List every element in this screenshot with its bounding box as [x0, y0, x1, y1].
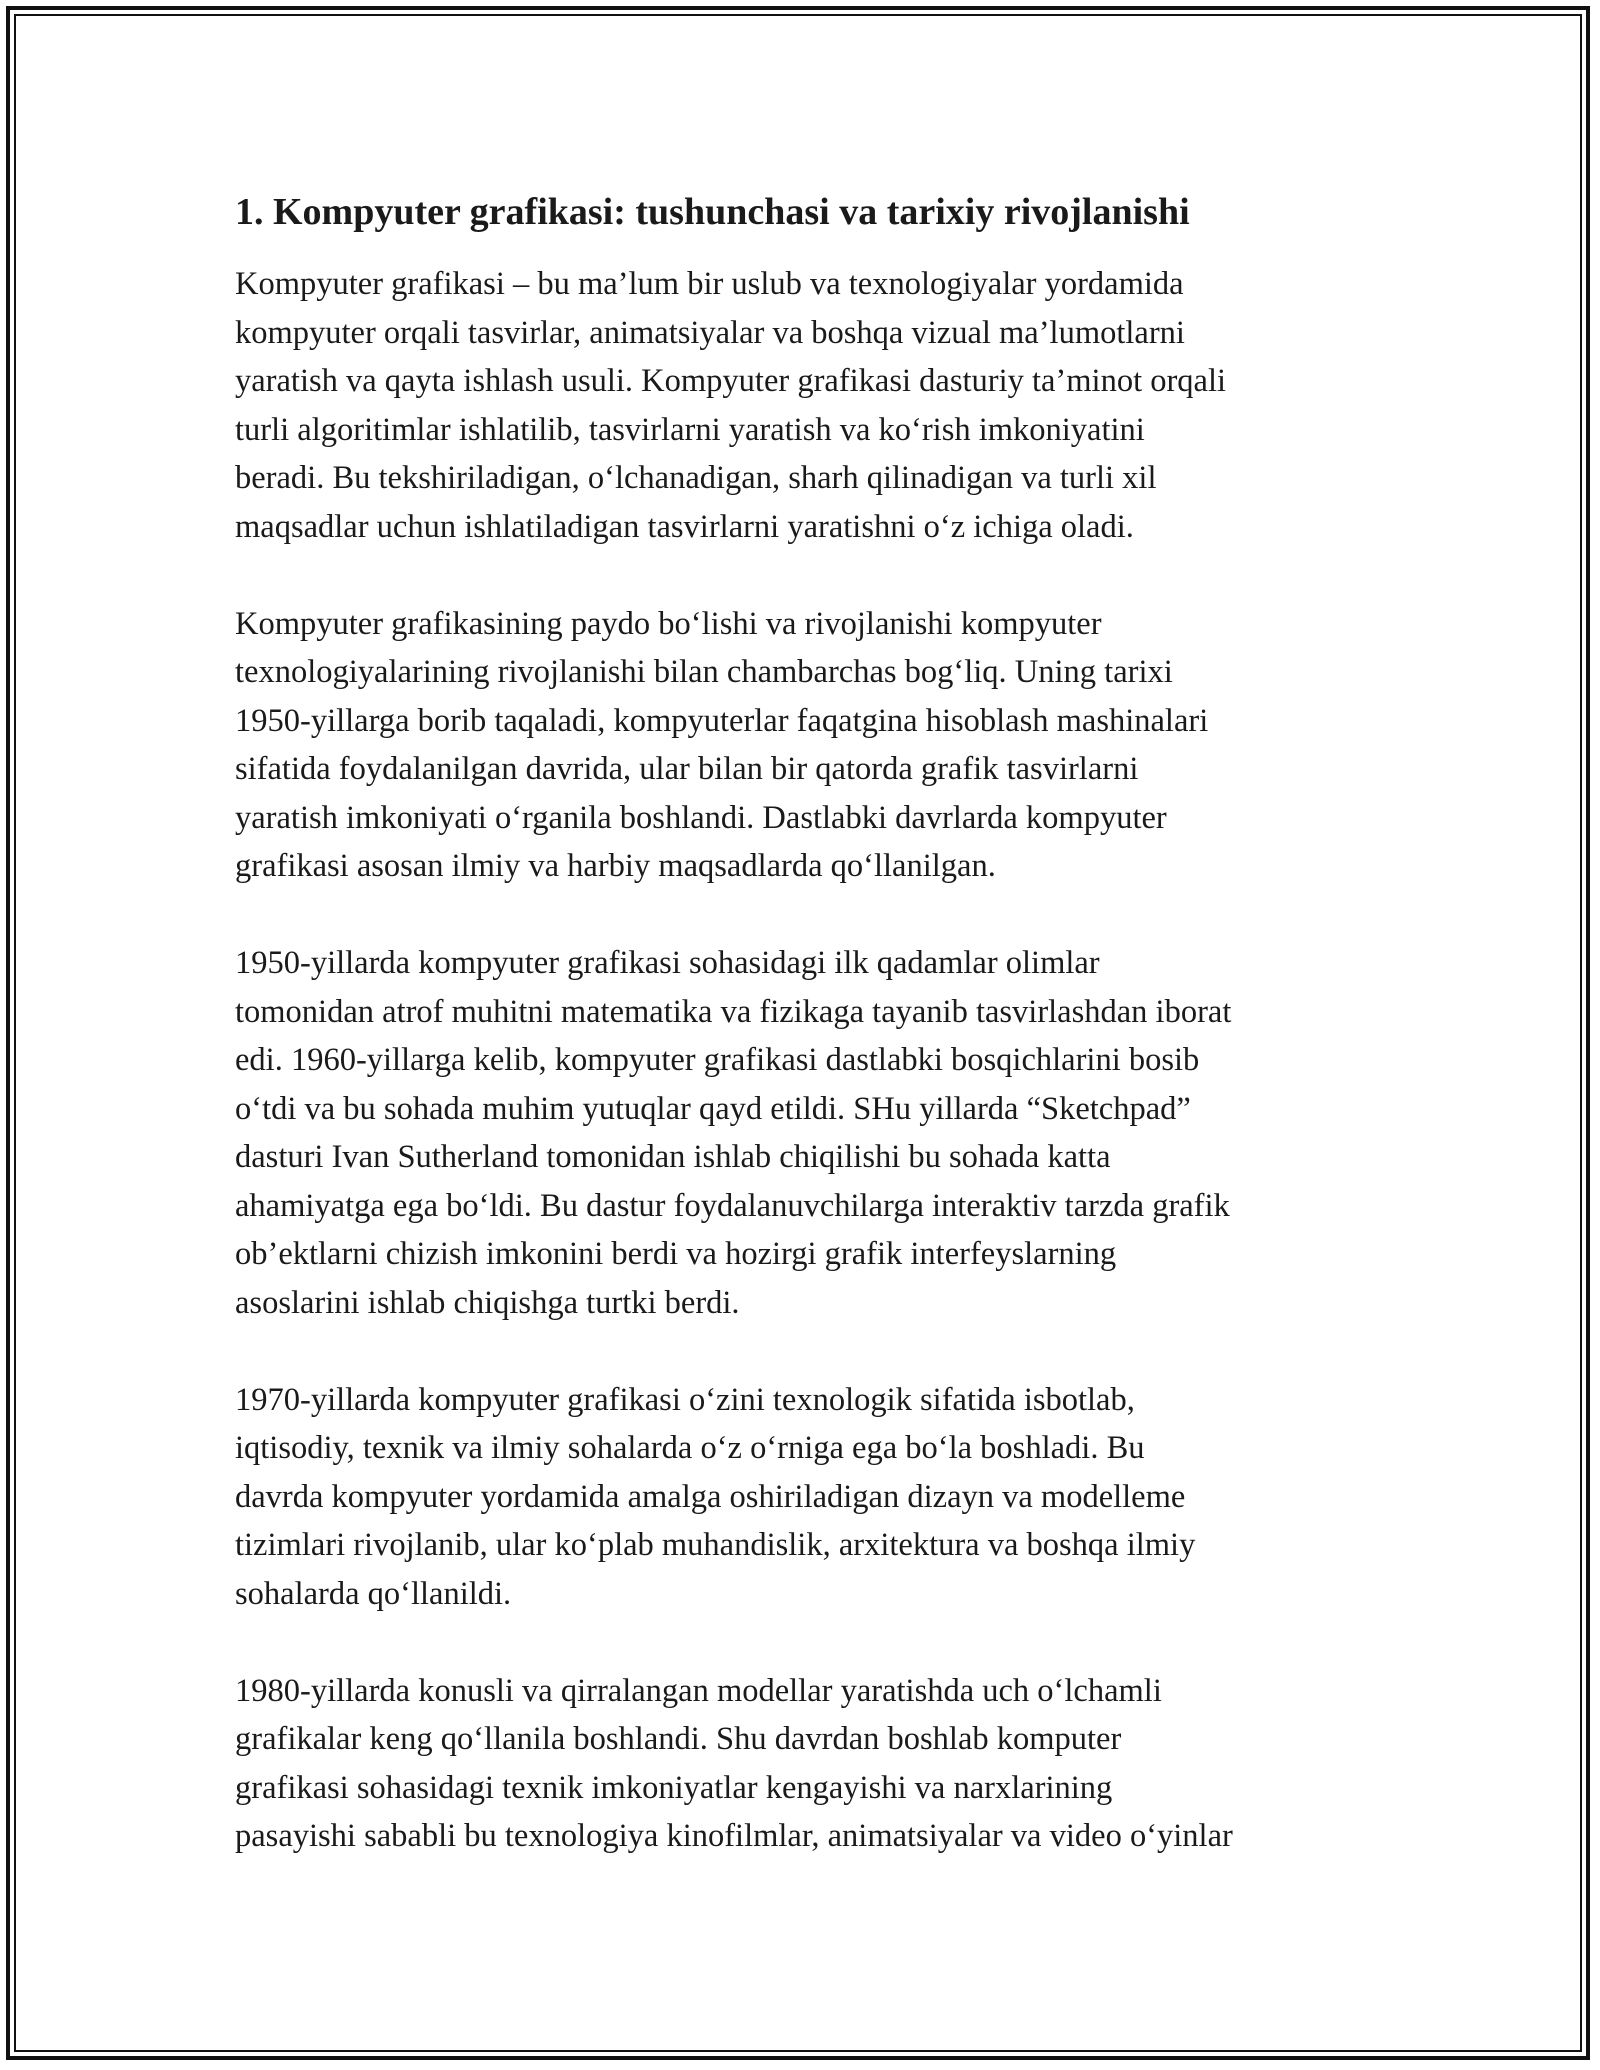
document-body: [235, 188, 1365, 1861]
text-line: yaratish imkoniyati o‘rganila boshlandi. Dastlabki davrlarda kompyuter: [235, 799, 1167, 836]
paragraph-1: [235, 260, 1365, 551]
paragraph-spacer: [235, 1618, 1365, 1667]
text-line: turli algoritimlar ishlatilib, tasvirlarni yaratish va ko‘rish imkoniyatini: [235, 411, 1145, 448]
text-line: o‘tdi va bu sohada muhim yutuqlar qayd etildi. SHu yillarda “Sketchpad”: [235, 1090, 1191, 1127]
paragraph-5: [235, 1667, 1365, 1861]
paragraph-spacer: [235, 1327, 1365, 1376]
paragraph-spacer: [235, 551, 1365, 600]
text-line: 1950-yillarda kompyuter grafikasi sohasidagi ilk qadamlar olimlar: [235, 945, 1100, 981]
text-line: grafikasi sohasidagi texnik imkoniyatlar kengayishi va narxlarining: [235, 1769, 1113, 1806]
text-line: edi. 1960-yillarga kelib, kompyuter grafikasi dastlabki bosqichlarini bosib: [235, 1042, 1200, 1078]
text-line: Kompyuter grafikasining paydo bo‘lishi va rivojlanishi kompyuter: [235, 605, 1102, 642]
text-line: asoslarini ishlab chiqishga turtki berdi.: [235, 1284, 740, 1321]
text-line: maqsadlar uchun ishlatiladigan tasvirlarni yaratishni o‘z ichiga oladi.: [235, 508, 1134, 545]
paragraph-3: [235, 939, 1365, 1327]
text-line: sohalarda qo‘llanildi.: [235, 1575, 512, 1612]
text-line: iqtisodiy, texnik va ilmiy sohalarda o‘z o‘rniga ega bo‘la boshladi. Bu: [235, 1430, 1145, 1466]
text-line: ahamiyatga ega bo‘ldi. Bu dastur foydalanuvchilarga interaktiv tarzda grafik: [235, 1187, 1230, 1224]
paragraph-4: [235, 1376, 1365, 1619]
text-line: texnologiyalarining rivojlanishi bilan chambarchas bog‘liq. Uning tarixi: [235, 654, 1173, 690]
text-line: 1950-yillarga borib taqaladi, kompyuterlar faqatgina hisoblash mashinalari: [235, 702, 1209, 739]
text-line: davrda kompyuter yordamida amalga oshiriladigan dizayn va modelleme: [235, 1478, 1186, 1515]
text-line: 1970-yillarda kompyuter grafikasi o‘zini texnologik sifatida isbotlab,: [235, 1381, 1135, 1418]
paragraph-spacer: [235, 891, 1365, 940]
text-line: 1980-yillarda konusli va qirralangan modellar yaratishda uch o‘lchamli: [235, 1672, 1162, 1709]
section-heading: 1. Kompyuter grafikasi: tushunchasi va tarixiy rivojlanishi: [235, 191, 1190, 233]
text-line: tomonidan atrof muhitni matematika va fizikaga tayanib tasvirlashdan iborat: [235, 993, 1232, 1030]
text-line: sifatida foydalanilgan davrida, ular bilan bir qatorda grafik tasvirlarni: [235, 751, 1139, 787]
text-line: beradi. Bu tekshiriladigan, o‘lchanadigan, sharh qilinadigan va turli xil: [235, 460, 1157, 496]
text-line: kompyuter orqali tasvirlar, animatsiyalar va boshqa vizual ma’lumotlarni: [235, 314, 1185, 351]
text-line: yaratish va qayta ishlash usuli. Kompyuter grafikasi dasturiy ta’minot orqali: [235, 363, 1227, 399]
paragraph-2: [235, 600, 1365, 891]
text-line: pasayishi sababli bu texnologiya kinofilmlar, animatsiyalar va video o‘yinlar: [235, 1818, 1233, 1854]
text-line: tizimlari rivojlanib, ular ko‘plab muhandislik, arxitektura va boshqa ilmiy: [235, 1527, 1196, 1563]
text-line: grafikasi asosan ilmiy va harbiy maqsadlarda qo‘llanilgan.: [235, 848, 996, 884]
text-line: grafikalar keng qo‘llanila boshlandi. Shu davrdan boshlab komputer: [235, 1721, 1122, 1757]
text-line: ob’ektlarni chizish imkonini berdi va hozirgi grafik interfeyslarning: [235, 1236, 1117, 1272]
text-line: Kompyuter grafikasi – bu ma’lum bir uslub va texnologiyalar yordamida: [235, 266, 1184, 302]
text-line: dasturi Ivan Sutherland tomonidan ishlab chiqilishi bu sohada katta: [235, 1139, 1111, 1175]
